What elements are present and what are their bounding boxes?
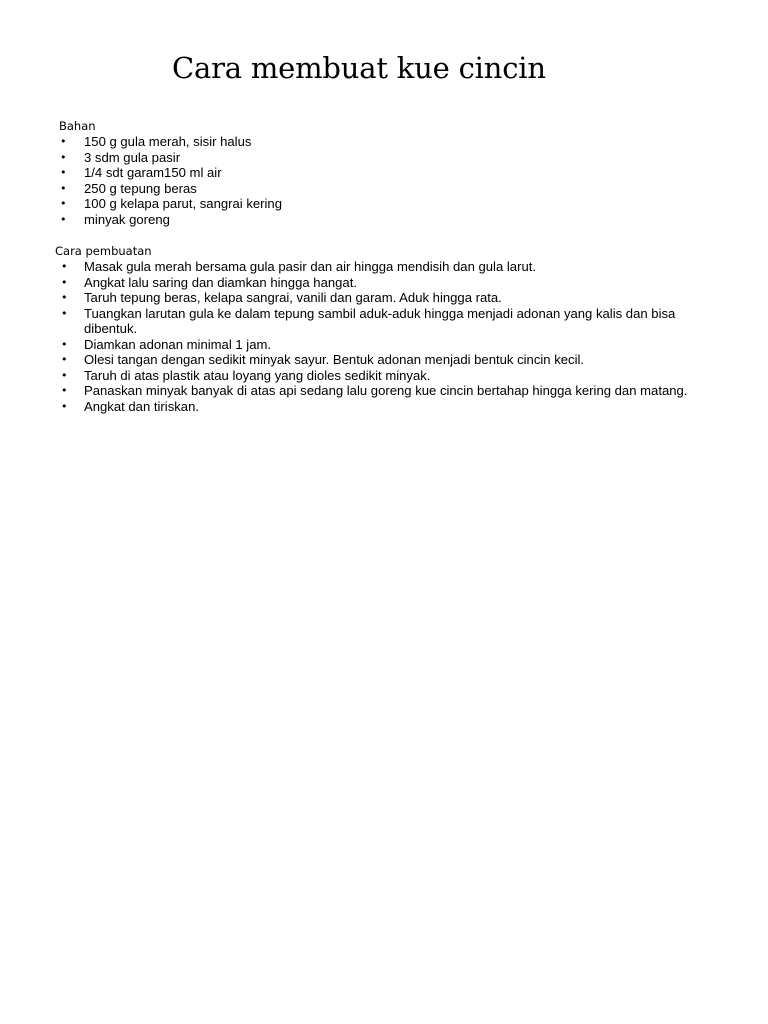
step-text: Angkat lalu saring dan diamkan hingga hangat. (84, 274, 357, 290)
step-text: Tuangkan larutan gula ke dalam tepung sambil aduk-aduk hingga menjadi adonan yang kalis dan bisa dibentuk. (84, 305, 676, 336)
ingredient-text: 1/4 sdt garam150 ml air (84, 165, 222, 180)
bullet-icon: • (60, 135, 67, 148)
list-item (55, 337, 715, 353)
list-item (55, 275, 715, 291)
ingredients-list (59, 134, 719, 227)
list-item (55, 383, 715, 399)
step-text: Masak gula merah bersama gula pasir dan air hingga mendisih dan gula larut. (84, 259, 536, 274)
list-item (55, 368, 715, 384)
ingredient-text: 150 g gula merah, sisir halus (84, 134, 252, 149)
page-title: Cara membuat kue cincin (172, 51, 546, 85)
list-item (55, 352, 715, 368)
ingredients-heading: Bahan (59, 119, 96, 133)
bullet-icon: • (60, 166, 67, 179)
list-item (55, 259, 715, 275)
ingredient-text: 100 g kelapa parut, sangrai kering (84, 196, 282, 211)
bullet-icon: • (60, 181, 67, 195)
steps-heading: Cara pembuatan (55, 244, 152, 258)
bullet-icon: • (61, 275, 68, 289)
ingredient-text: 3 sdm gula pasir (84, 149, 181, 165)
step-text: Panaskan minyak banyak di atas api sedang lalu goreng kue cincin bertahap hingga kering dan matang. (84, 383, 688, 398)
step-text: Taruh di atas plastik atau loyang yang dioles sedikit minyak. (84, 367, 431, 383)
bullet-icon: • (61, 260, 68, 273)
list-item (55, 399, 715, 415)
ingredient-text: minyak goreng (84, 211, 170, 227)
bullet-icon: • (61, 399, 68, 413)
steps-section (55, 244, 715, 414)
list-item (58, 212, 719, 228)
list-item (55, 290, 715, 306)
list-item (58, 181, 719, 197)
step-text: Taruh tepung beras, kelapa sangrai, vanili dan garam. Aduk hingga rata. (84, 290, 502, 305)
list-item (58, 165, 719, 181)
bullet-icon: • (60, 197, 67, 210)
step-text: Angkat dan tiriskan. (84, 398, 199, 414)
step-text: Olesi tangan dengan sedikit minyak sayur. Bentuk adonan menjadi bentuk cincin kecil. (84, 352, 585, 367)
step-text: Diamkan adonan minimal 1 jam. (84, 336, 272, 352)
bullet-icon: • (60, 212, 67, 226)
bullet-icon: • (61, 306, 68, 320)
ingredients-section (59, 119, 719, 227)
bullet-icon: • (61, 384, 68, 397)
steps-list (55, 259, 715, 414)
bullet-icon: • (60, 150, 67, 164)
bullet-icon: • (61, 337, 68, 351)
list-item (55, 306, 715, 337)
bullet-icon: • (61, 353, 68, 366)
list-item (58, 134, 719, 150)
list-item (58, 196, 719, 212)
bullet-icon: • (61, 291, 68, 304)
bullet-icon: • (61, 368, 68, 382)
ingredient-text: 250 g tepung beras (84, 180, 197, 196)
list-item (58, 150, 719, 166)
